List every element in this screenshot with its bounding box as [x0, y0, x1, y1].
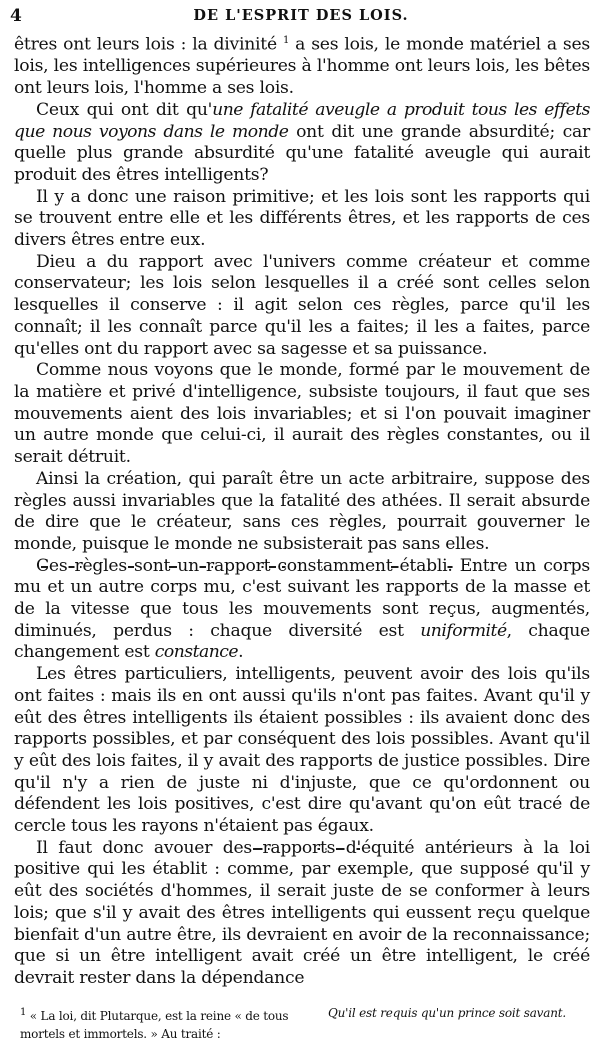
- paragraph: Ainsi la création, qui paraît être un acte arbitraire, suppose des règles aussi invariables que la fatalité des athées. Il serait absurde de dire que le créateur, sans ces règles, pourrait gouverner le monde, puisque le monde ne subsisterait pas sans elles.: [14, 468, 590, 554]
- footnote-right: Qu'il est requis qu'un prince soit savant.: [328, 1006, 566, 1020]
- text-run: Entre un corps mu et un autre corps mu, c'est suivant les rapports de la masse et de la vitesse que tous les mouvements sont reçus, augmentés, diminués, perdus : chaque diversité est: [14, 555, 591, 641]
- text-run: .: [238, 642, 244, 663]
- text-run: a ses lois, le monde matériel a ses lois, les intelligences supérieures à l'homme ont leurs lois, les bêtes ont leurs lois, l'homme a ses lois.: [14, 34, 590, 99]
- footnote-marker: 1: [20, 1007, 27, 1018]
- italic-quote: une fatalité aveugle a produit tous les effets que nous voyons dans le monde: [14, 99, 590, 142]
- handwritten-underline: Ces règles sont un rapport constamment établi.: [36, 555, 453, 576]
- footnote-left: [20, 1004, 315, 1043]
- text-run: antérieurs à la loi positive qui les établit : comme, par exemple, que supposé qu'il y eût des sociétés d'hommes, il serait juste de se conformer à leurs lois; que s'il y avait des êtres intelligents qui eussent reçu quelque bienfait d'un autre être, ils devraient en avoir de la reconnaissance; que si un être intelligent avait créé un être intelligent, le créé devrait rester dans la dépendance: [14, 837, 590, 988]
- page-header: [8, 4, 594, 26]
- page-number: 4: [10, 6, 23, 26]
- paragraph: [14, 100, 590, 187]
- text-run: rapport avec sa sagesse et sa puissance.: [138, 338, 488, 359]
- handwritten-underline: des rapports d'équité: [222, 837, 415, 858]
- handwritten-underline: du: [116, 338, 139, 359]
- text-run: Dieu a du rapport avec l'univers comme créateur et comme conservateur; les lois selon lesquelles il a créé sont celles selon lesquelles il conserve : il agit selon ces règles, parce qu'il les connaît; il les connaît parce qu'il les a faites; il les a faites, parce qu'elles ont: [14, 251, 590, 359]
- text-run: , chaque changement est: [14, 620, 590, 663]
- paragraph: [14, 252, 590, 361]
- footnote-text: « La loi, dit Plutarque, est la reine « de tous mortels et immortels. » Au traité :: [20, 1009, 289, 1041]
- paragraph: Il y a donc une raison primitive; et les lois sont les rapports qui se trouvent entre elle et les différents êtres, et les rapports de ces divers êtres entre eux.: [14, 186, 590, 251]
- paragraph: [14, 556, 590, 665]
- body-text: [14, 30, 590, 990]
- text-run: ont dit une grande absurdité; car quelle plus grande absurdité qu'une fatalité aveugle qui aurait produit des êtres intelligents?: [14, 121, 591, 185]
- italic-term: constance: [154, 642, 239, 663]
- footnote-marker: 1: [282, 35, 290, 46]
- paragraph: [14, 30, 590, 100]
- paragraph: Comme nous voyons que le monde, formé par le mouvement de la matière et privé d'intelligence, subsiste toujours, il faut que ses mouvements aient des lois invariables; et si l'on pouvait imaginer un autre monde que celui-ci, il aurait des règles constantes, ou il serait détruit.: [14, 360, 590, 468]
- text-run: Ceux qui ont dit qu': [36, 99, 213, 120]
- paragraph: Les êtres particuliers, intelligents, peuvent avoir des lois qu'ils ont faites : mais ils en ont aussi qu'ils n'ont pas faites. Avant qu'il y eût des êtres intelligents ils étaient possibles : ils avaient donc des rapports possibles, et par conséquent des lois possibles. Avant qu'il y eût des lois faites, il y avait des rapports de justice possibles. Dire qu'il n'y a rien de juste ni d'injuste, que ce qu'ordonnent ou défendent les lois positives, c'est dire qu'avant qu'on eût tracé de cercle tous les rayons n'étaient pas égaux.: [14, 664, 590, 837]
- text-run: Il faut donc avouer: [36, 837, 223, 858]
- text-run: êtres ont leurs lois : la divinité: [14, 34, 283, 55]
- running-title: DE L'ESPRIT DES LOIS.: [193, 7, 409, 24]
- paragraph: [14, 838, 590, 990]
- italic-term: uniformité: [420, 620, 507, 641]
